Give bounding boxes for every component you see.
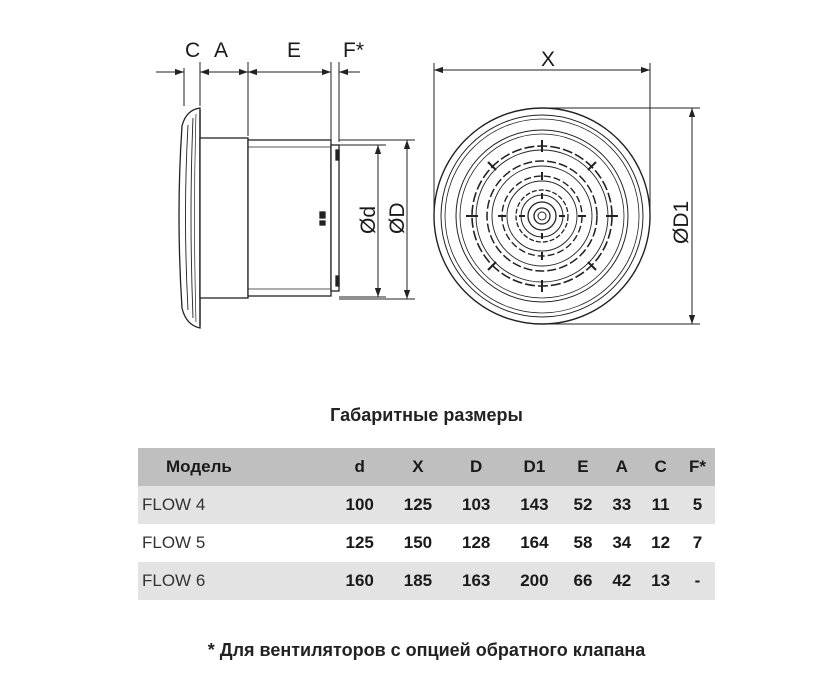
cell-D: 163 — [447, 562, 505, 600]
header-a: A — [602, 448, 641, 486]
cell-d: 160 — [331, 562, 389, 600]
cell-f: 5 — [680, 486, 715, 524]
cell-e: 58 — [573, 533, 593, 552]
table-row — [138, 524, 715, 562]
cell-a: 34 — [612, 533, 632, 552]
dim-label-e: E — [287, 39, 302, 62]
dim-label-d-large: ØD — [386, 202, 409, 234]
dim-label-c: C — [185, 39, 201, 62]
cell-d: 100 — [331, 486, 389, 524]
cell-a: 42 — [602, 562, 641, 600]
table-row — [138, 562, 715, 600]
dim-label-d-small: Ød — [357, 205, 380, 234]
header-f: F* — [680, 448, 715, 486]
dim-label-x: X — [541, 48, 556, 71]
cell-f: - — [680, 562, 715, 600]
cell-e: 52 — [564, 486, 603, 524]
cell-d: 125 — [345, 533, 374, 552]
header-d: d — [331, 448, 389, 486]
cell-model: FLOW 5 — [142, 533, 206, 552]
cell-d1: 164 — [520, 533, 549, 552]
cell-c: 11 — [641, 486, 680, 524]
header-e: E — [564, 448, 603, 486]
header-model: Модель — [138, 448, 331, 486]
table-row — [138, 486, 715, 524]
cell-D: 128 — [461, 533, 491, 552]
cell-d1: 143 — [505, 486, 563, 524]
cell-x: 125 — [389, 486, 447, 524]
dimensions-table — [138, 448, 715, 600]
cell-c: 13 — [641, 562, 680, 600]
header-D: D — [447, 448, 505, 486]
header-d1: D1 — [505, 448, 563, 486]
header-x: X — [389, 448, 447, 486]
cell-e: 66 — [564, 562, 603, 600]
front-view — [434, 108, 650, 324]
cell-f: 7 — [692, 533, 703, 552]
cell-x: 185 — [389, 562, 447, 600]
dim-label-f: F* — [343, 39, 364, 62]
cell-model: FLOW 4 — [138, 486, 331, 524]
cell-x: 150 — [403, 533, 433, 552]
table-title: Габаритные размеры — [330, 405, 523, 425]
footnote: * Для вентиляторов с опцией обратного клапана — [207, 640, 646, 660]
table-header-row — [138, 448, 715, 486]
cell-d1: 200 — [505, 562, 563, 600]
dim-label-d1: ØD1 — [670, 200, 693, 244]
header-c: C — [641, 448, 680, 486]
side-view — [179, 108, 339, 328]
cell-a: 33 — [602, 486, 641, 524]
cell-c: 12 — [651, 533, 671, 552]
cell-D: 103 — [447, 486, 505, 524]
cell-model: FLOW 6 — [138, 562, 331, 600]
dim-label-a: A — [214, 39, 229, 62]
